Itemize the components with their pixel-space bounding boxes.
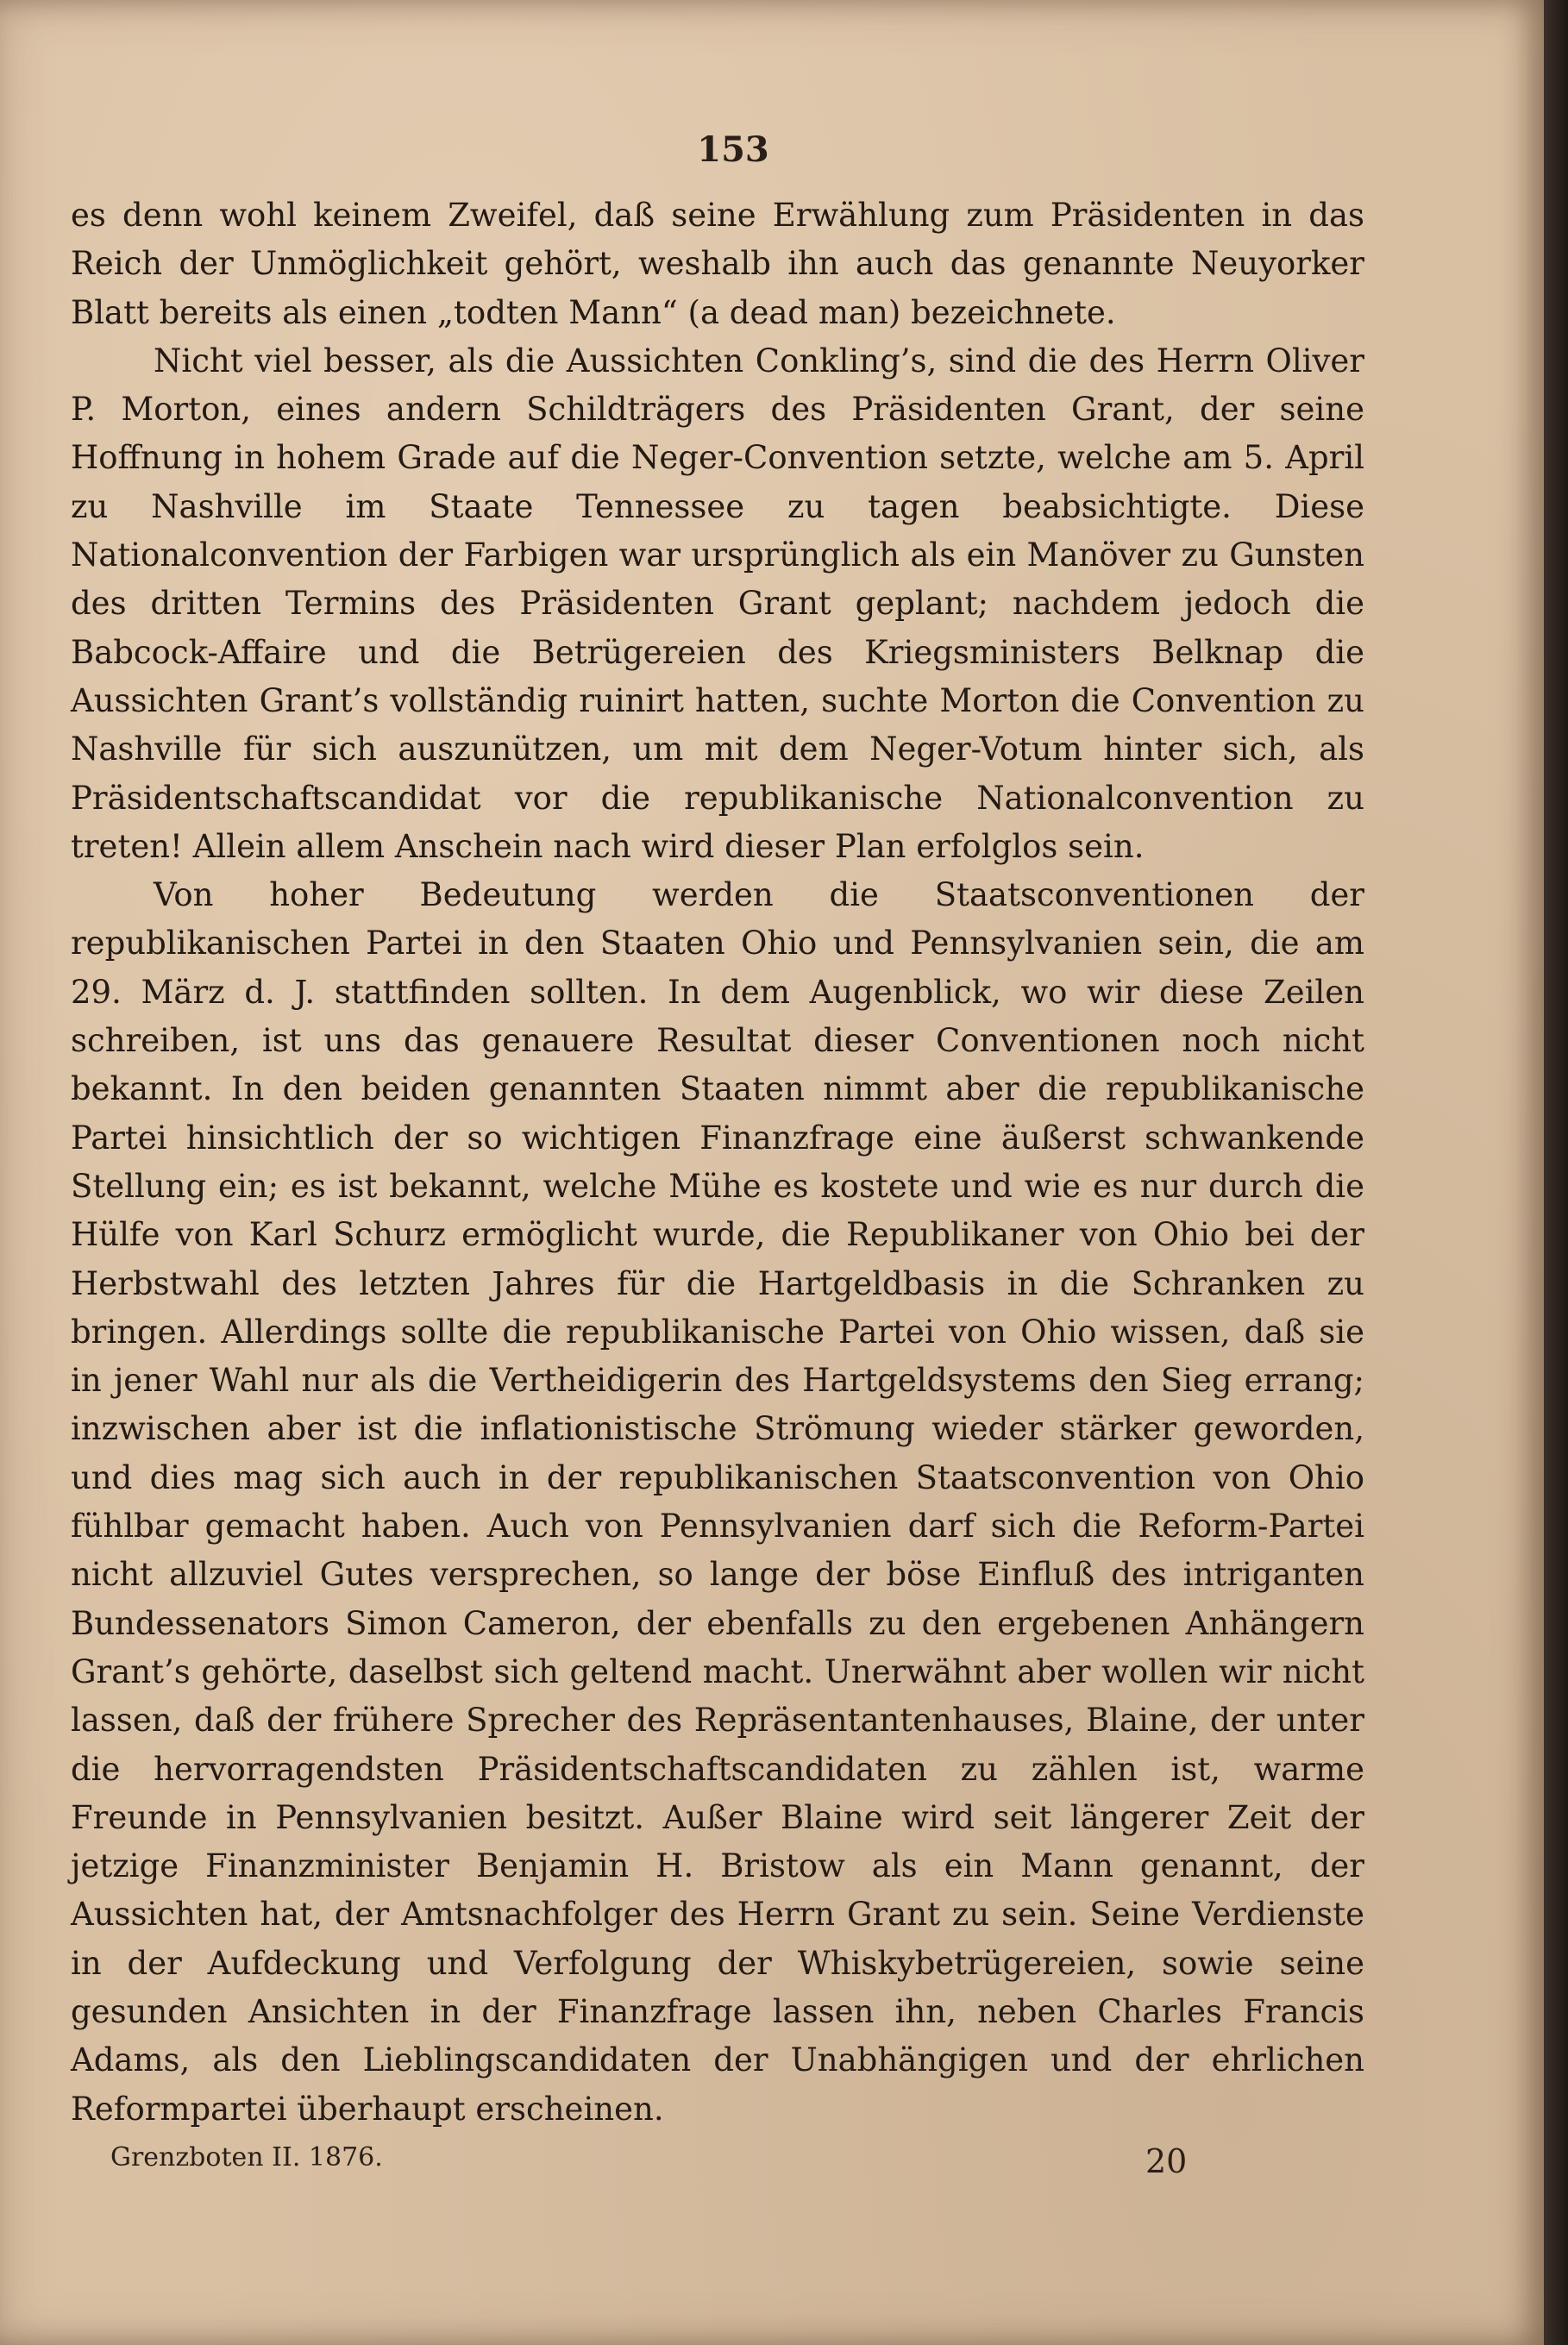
paragraph-2: Nicht viel besser, als die Aussichten Conkling’s, sind die des Herrn Oliver P. Morton, eines andern Schildträgers des Präsidenten Grant, der seine Hoffnung in hohem Grade auf die Neger-Convention setzte, welche am 5. April zu Nashville im Staate Tennessee zu tagen beabsichtigte. Diese Nationalconvention der Farbigen war ursprünglich als ein Manöver zu Gunsten des dritten Termins des Präsidenten Grant geplant; nachdem jedoch die Babcock-Affaire und die Betrügereien des Kriegsministers Belknap die Aussichten Grant’s vollständig ruinirt hatten, suchte Morton die Convention zu Nashville für sich auszunützen, um mit dem Neger-Votum hinter sich, als Präsidentschaftscandidat vor die republikanische Nationalconvention zu treten! Allein allem Anschein nach wird dieser Plan erfolglos sein. xyxy=(71,342,1364,865)
footer-source: Grenzboten II. 1876. xyxy=(110,2142,383,2173)
page-number: 153 xyxy=(697,129,769,170)
dark-background-edge xyxy=(1544,0,1568,2345)
body-text xyxy=(71,191,1364,2134)
paragraph-1: es denn wohl keinem Zweifel, daß seine Erwählung zum Präsidenten in das Reich der Unmöglichkeit gehört, weshalb ihn auch das genannte Neuyorker Blatt bereits als einen „todten Mann“ (a dead man) bezeichnete. xyxy=(71,197,1364,331)
footer-signature: 20 xyxy=(1145,2142,1188,2180)
paragraph-3: Von hoher Bedeutung werden die Staatsconventionen der republikanischen Partei in den Staaten Ohio und Pennsylvanien sein, die am 29. März d. J. stattfinden sollten. In dem Augenblick, wo wir diese Zeilen schreiben, ist uns das genauere Resultat dieser Conventionen noch nicht bekannt. In den beiden genannten Staaten nimmt aber die republikanische Partei hinsichtlich der so wichtigen Finanzfrage eine äußerst schwankende Stellung ein; es ist bekannt, welche Mühe es kostete und wie es nur durch die Hülfe von Karl Schurz ermöglicht wurde, die Republikaner von Ohio bei der Herbstwahl des letzten Jahres für die Hartgeldbasis in die Schranken zu bringen. Allerdings sollte die republikanische Partei von Ohio wissen, daß sie in jener Wahl nur als die Vertheidigerin des Hartgeldsystems den Sieg errang; inzwischen aber ist die inflationistische Strömung wieder stärker geworden, und dies mag sich auch in der republikanischen Staatsconvention von Ohio fühlbar gemacht haben. Auch von Pennsylvanien darf sich die Reform-Partei nicht allzuviel Gutes versprechen, so lange der böse Einfluß des intriganten Bundessenators Simon Cameron, der ebenfalls zu den ergebenen Anhängern Grant’s gehörte, daselbst sich geltend macht. Unerwähnt aber wollen wir nicht lassen, daß der frühere Sprecher des Repräsentantenhauses, Blaine, der unter die hervorragendsten Präsidentschaftscandidaten zu zählen ist, warme Freunde in Pennsylvanien besitzt. Außer Blaine wird seit längerer Zeit der jetzige Finanzminister Benjamin H. Bristow als ein Mann genannt, der Aussichten hat, der Amtsnachfolger des Herrn Grant zu sein. Seine Verdienste in der Aufdeckung und Verfolgung der Whiskybetrügereien, sowie seine gesunden Ansichten in der Finanzfrage lassen ihn, neben Charles Francis Adams, als den Lieblingscandidaten der Unabhängigen und der ehrlichen Reformpartei überhaupt erscheinen. xyxy=(71,876,1364,2128)
